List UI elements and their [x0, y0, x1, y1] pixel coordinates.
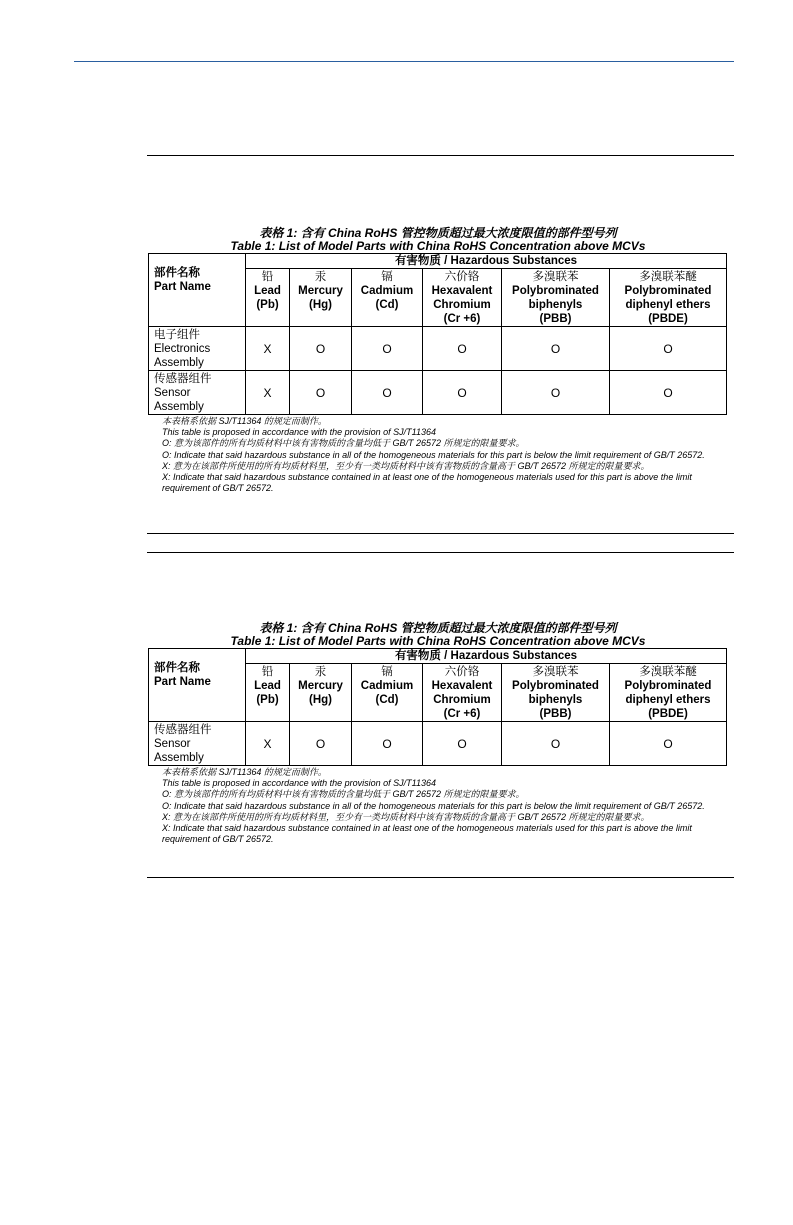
cell-mercury: O	[290, 371, 352, 415]
table-row	[149, 371, 727, 415]
cell-mercury: O	[290, 722, 352, 766]
col-header-lead: 铅 Lead (Pb)	[246, 664, 290, 722]
rohs-table	[148, 648, 727, 766]
block2-top-rule	[147, 552, 734, 553]
cell-lead: X	[246, 327, 290, 371]
col-header-chromium: 六价铬 Hexavalent Chromium (Cr +6)	[423, 269, 502, 327]
cell-chromium: O	[423, 722, 502, 766]
col-header-mercury: 汞 Mercury (Hg)	[290, 269, 352, 327]
table-title-cn: 表格 1: 含有 China RoHS 管控物质超过最大浓度限值的部件型号列	[259, 226, 617, 240]
block1-top-rule	[147, 155, 734, 156]
header-rule	[74, 61, 734, 62]
table-title-cn: 表格 1: 含有 China RoHS 管控物质超过最大浓度限值的部件型号列	[259, 621, 617, 635]
cell-cadmium: O	[352, 327, 423, 371]
col-header-pbb: 多溴联苯 Polybrominated biphenyls (PBB)	[502, 664, 610, 722]
cell-pbde: O	[610, 327, 727, 371]
table-title-en: Table 1: List of Model Parts with China RoHS Concentration above MCVs	[230, 634, 646, 648]
cell-pbde: O	[610, 371, 727, 415]
col-header-cadmium: 镉 Cadmium (Cd)	[352, 664, 423, 722]
part-name-header: 部件名称 Part Name	[149, 254, 246, 327]
cell-pbb: O	[502, 722, 610, 766]
table-row	[149, 327, 727, 371]
cell-pbb: O	[502, 327, 610, 371]
rohs-block-2	[148, 621, 728, 845]
cell-chromium: O	[423, 327, 502, 371]
col-header-pbde: 多溴联苯醚 Polybrominated diphenyl ethers (PBDE)	[610, 269, 727, 327]
cell-mercury: O	[290, 327, 352, 371]
part-name-header: 部件名称 Part Name	[149, 649, 246, 722]
hazard-header: 有害物质 / Hazardous Substances	[246, 254, 727, 269]
col-header-pbde: 多溴联苯醚 Polybrominated diphenyl ethers (PBDE)	[610, 664, 727, 722]
table-notes: 本表格系依据 SJ/T11364 的规定而制作。 This table is proposed in accordance with the provision of SJ/T11364 O: 意为该部件的所有均质材料中该有害物质的含量均低于 GB/T 26572 所规定的限量要求。 O: Indicate that said hazardous substance in all of the homogeneous materials for this part is below the limit requirement of GB/T 26572. X: 意为在该部件所使用的所有均质材料里，至少有一类均质材料中该有害物质的含量高于 GB/T 26572 所规定的限量要求。 X: Indicate that said hazardous substance contained in at least one of the homogeneous materials used for this part is above the limit requirement of GB/T 26572.	[162, 416, 705, 494]
cell-pbb: O	[502, 371, 610, 415]
cell-lead: X	[246, 722, 290, 766]
block1-bottom-rule	[147, 533, 734, 534]
table-title-en: Table 1: List of Model Parts with China RoHS Concentration above MCVs	[230, 239, 646, 253]
col-header-pbb: 多溴联苯 Polybrominated biphenyls (PBB)	[502, 269, 610, 327]
cell-cadmium: O	[352, 722, 423, 766]
table-notes: 本表格系依据 SJ/T11364 的规定而制作。 This table is proposed in accordance with the provision of SJ/T11364 O: 意为该部件的所有均质材料中该有害物质的含量均低于 GB/T 26572 所规定的限量要求。 O: Indicate that said hazardous substance in all of the homogeneous materials for this part is below the limit requirement of GB/T 26572. X: 意为在该部件所使用的所有均质材料里，至少有一类均质材料中该有害物质的含量高于 GB/T 26572 所规定的限量要求。 X: Indicate that said hazardous substance contained in at least one of the homogeneous materials used for this part is above the limit requirement of GB/T 26572.	[162, 767, 705, 845]
table-row	[149, 722, 727, 766]
cell-chromium: O	[423, 371, 502, 415]
col-header-mercury: 汞 Mercury (Hg)	[290, 664, 352, 722]
rohs-block-1	[148, 226, 728, 494]
rohs-table	[148, 253, 727, 415]
row-label: 传感器组件 Sensor Assembly	[149, 371, 246, 415]
row-label: 电子组件 Electronics Assembly	[149, 327, 246, 371]
cell-lead: X	[246, 371, 290, 415]
block2-bottom-rule	[147, 877, 734, 878]
col-header-chromium: 六价铬 Hexavalent Chromium (Cr +6)	[423, 664, 502, 722]
col-header-cadmium: 镉 Cadmium (Cd)	[352, 269, 423, 327]
cell-cadmium: O	[352, 371, 423, 415]
col-header-lead: 铅 Lead (Pb)	[246, 269, 290, 327]
hazard-header: 有害物质 / Hazardous Substances	[246, 649, 727, 664]
row-label: 传感器组件 Sensor Assembly	[149, 722, 246, 766]
cell-pbde: O	[610, 722, 727, 766]
